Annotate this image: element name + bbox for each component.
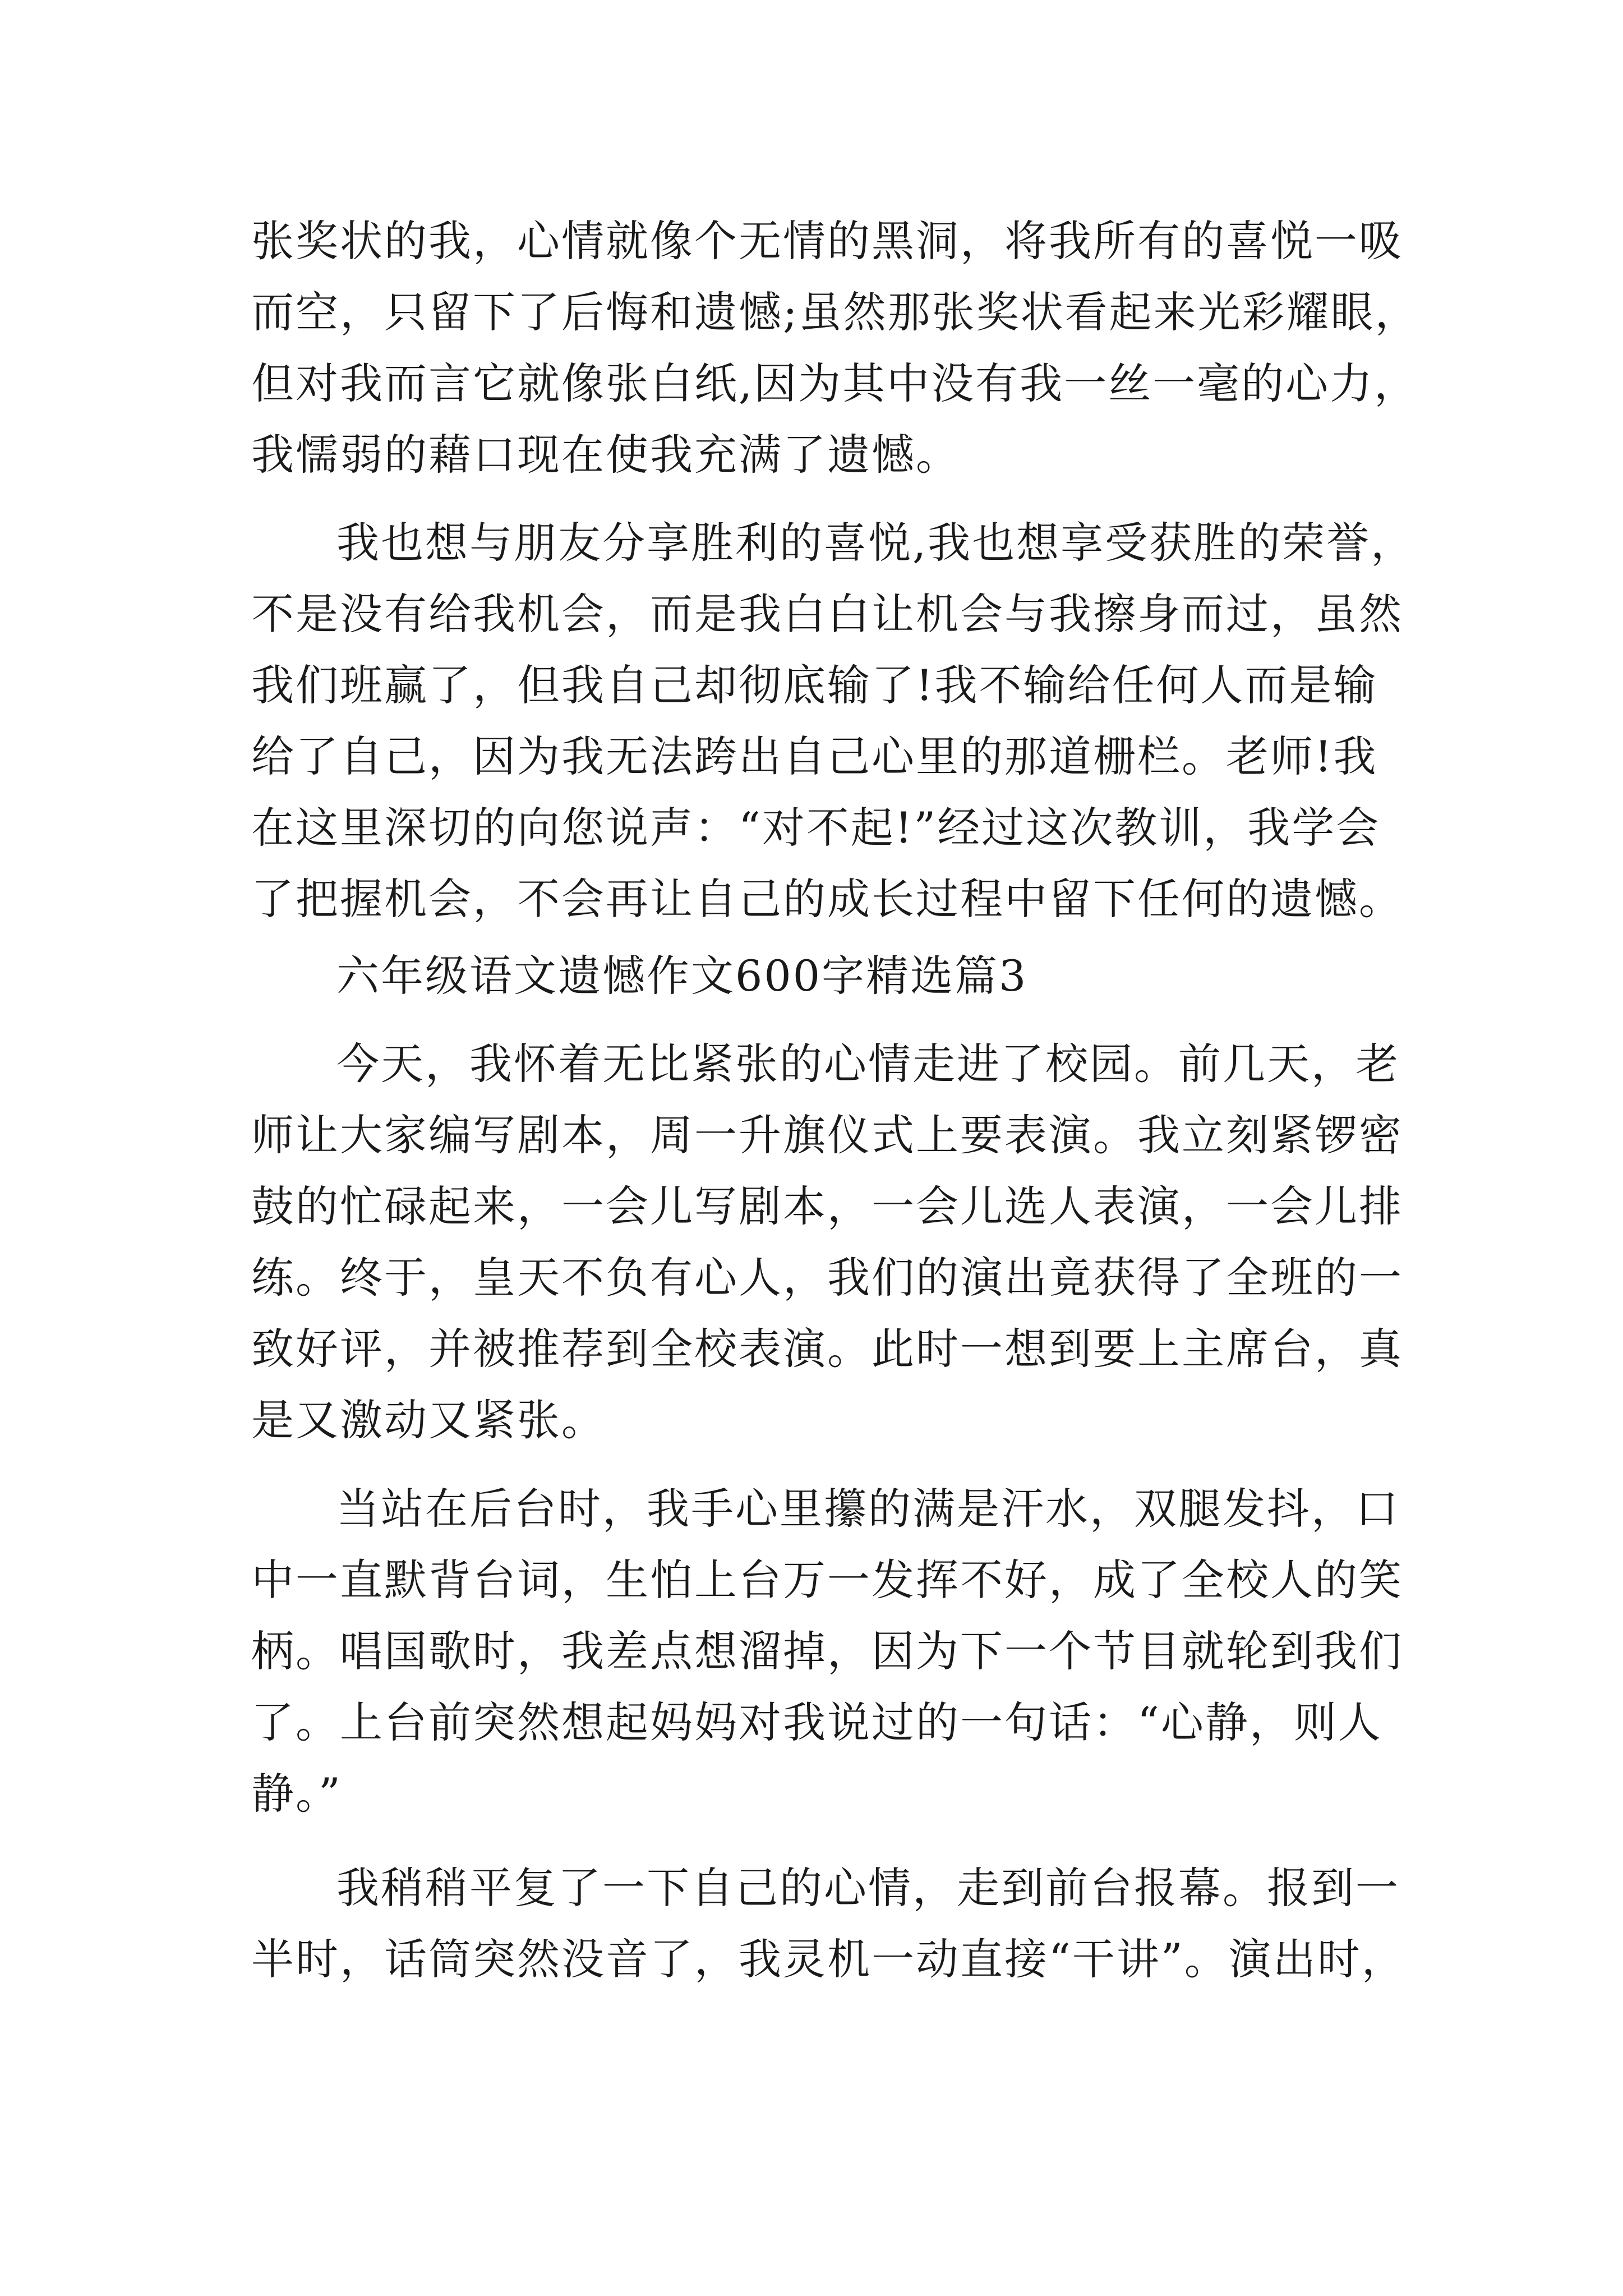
- text-line: 我稍稍平复了一下自己的心情，走到前台报幕。报到一: [336, 1863, 1400, 1913]
- text-line: 了把握机会，不会再让自己的成长过程中留下任何的遗憾。: [251, 874, 1403, 924]
- text-line: 不是没有给我机会，而是我白白让机会与我擦身而过，虽然: [251, 589, 1403, 639]
- text-line: 了。上台前突然想起妈妈对我说过的一句话：“心静，则人: [251, 1697, 1382, 1747]
- text-line: 但对我而言它就像张白纸,因为其中没有我一丝一毫的心力，: [251, 358, 1419, 408]
- text-line: 柄。唱国歌时，我差点想溜掉，因为下一个节目就轮到我们: [251, 1626, 1403, 1676]
- text-line: 是又激动又紧张。: [251, 1395, 606, 1445]
- text-line: 师让大家编写剧本，周一升旗仪式上要表演。我立刻紧锣密: [251, 1110, 1403, 1160]
- text-line: 致好评，并被推荐到全校表演。此时一想到要上主席台，真: [251, 1324, 1403, 1374]
- text-line: 今天，我怀着无比紧张的心情走进了校园。前几天，老: [336, 1039, 1400, 1089]
- text-line: 给了自己，因为我无法跨出自己心里的那道栅栏。老师!我: [251, 731, 1378, 781]
- section-heading: 六年级语文遗憾作文600字精选篇3: [336, 951, 1028, 1001]
- text-line: 张奖状的我，心情就像个无情的黑洞，将我所有的喜悦一吸: [251, 216, 1403, 266]
- text-line: 而空，只留下了后悔和遗憾;虽然那张奖状看起来光彩耀眼，: [251, 287, 1419, 337]
- text-line: 鼓的忙碌起来，一会儿写剧本，一会儿选人表演，一会儿排: [251, 1181, 1403, 1231]
- text-line: 我也想与朋友分享胜利的喜悦,我也想享受获胜的荣誉，: [336, 518, 1415, 568]
- text-line: 在这里深切的向您说声：“对不起!”经过这次教训，我学会: [251, 803, 1381, 853]
- text-line: 我们班赢了，但我自己却彻底输了!我不输给任何人而是输: [251, 660, 1378, 710]
- text-line: 练。终于，皇天不负有心人，我们的演出竟获得了全班的一: [251, 1253, 1403, 1303]
- text-line: 中一直默背台词，生怕上台万一发挥不好，成了全校人的笑: [251, 1555, 1403, 1605]
- text-line: 半时，话筒突然没音了，我灵机一动直接“干讲”。演出时，: [251, 1934, 1406, 1984]
- text-line: 静。”: [251, 1769, 342, 1819]
- text-line: 我懦弱的藉口现在使我充满了遗憾。: [251, 430, 960, 480]
- text-line: 当站在后台时，我手心里攥的满是汗水，双腿发抖，口: [336, 1484, 1400, 1534]
